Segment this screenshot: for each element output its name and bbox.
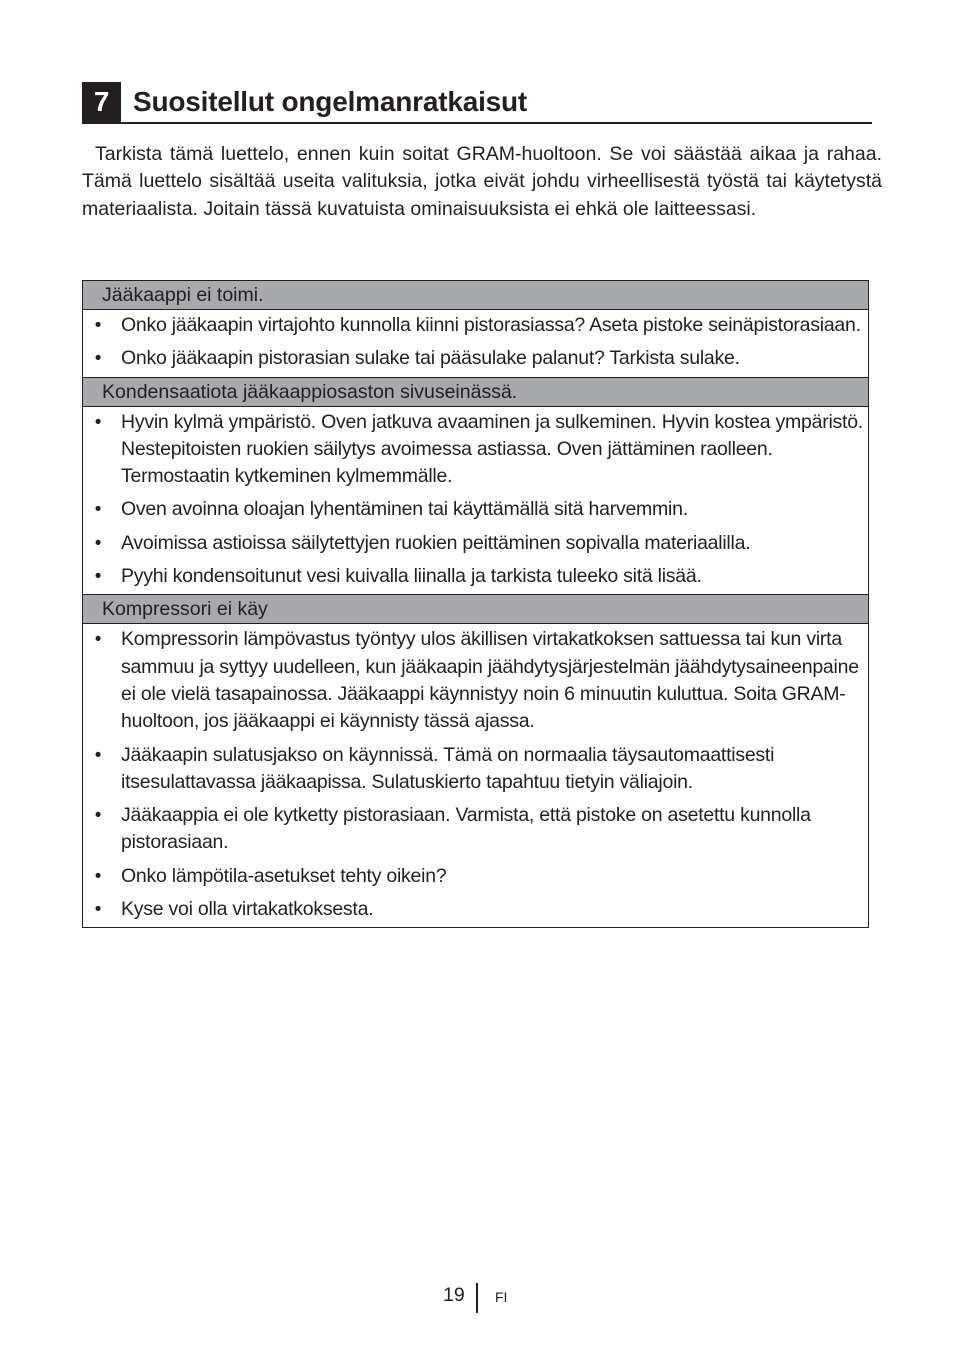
bullet-icon: • (94, 744, 102, 766)
item-text: Avoimissa astioissa säilytettyjen ruokien peittäminen sopivalla materiaalilla. (121, 531, 751, 554)
intro-paragraph: Tarkista tämä luettelo, ennen kuin soitat GRAM-huoltoon. Se voi säästää aikaa ja rahaa. Tämä luettelo sisältää useita valituksia, jotka eivät johdu virheellisestä työstä tai käytetystä materiaalista. Joitain tässä kuvatuista ominaisuuksista ei ehkä ole laitteessasi. (82, 143, 882, 220)
bullet-icon: • (94, 566, 102, 588)
bullet-icon: • (94, 532, 102, 554)
item-text: Jääkaappia ei ole kytketty pistorasiaan. Varmista, että pistoke on asetettu kunnolla pistorasiaan. (121, 804, 811, 854)
list-item (83, 740, 868, 801)
item-text: Onko jääkaapin pistorasian sulake tai pääsulake palanut? Tarkista sulake. (121, 347, 740, 370)
item-text: Pyyhi kondensoitunut vesi kuivalla liinalla ja tarkista tuleeko sitä lisää. (121, 565, 702, 588)
language-code: FI (495, 1289, 508, 1305)
item-text: Onko lämpötila-asetukset tehty oikein? (121, 864, 447, 887)
item-list (83, 407, 868, 596)
item-text: Onko jääkaapin virtajohto kunnolla kiinni pistorasiassa? Aseta pistoke seinäpistorasiaan. (121, 314, 861, 336)
item-list (83, 310, 868, 378)
list-item (83, 494, 868, 527)
section-header: Jääkaappi ei toimi. (83, 281, 868, 310)
item-text: Kyse voi olla virtakatkoksesta. (121, 898, 374, 921)
bullet-icon: • (94, 348, 102, 370)
section-header: Kondensaatiota jääkaappiosaston sivuseinässä. (83, 378, 868, 407)
item-text: Kompressorin lämpövastus työntyy ulos äkillisen virtakatkoksen sattuessa tai kun virta sammuu ja syttyy uudelleen, kun jääkaapin jäähdytysjärjestelmän jäähdytysaineenpaine ei ole vielä tasapainossa. Jääkaappi käynnistyy noin 6 minuutin kuluttua. Soita GRAM-huoltoon, jos jääkaappi ei käynnisty tässä ajassa. (121, 628, 859, 733)
list-item (83, 894, 868, 927)
item-text: Hyvin kylmä ympäristö. Oven jatkuva avaaminen ja sulkeminen. Hyvin kostea ympäristö. Nestepitoisten ruokien säilytys avoimessa astiassa. Oven jättäminen raolleen. Termostaatin kytkeminen kylmemmälle. (121, 410, 863, 488)
list-item (83, 800, 868, 861)
footer-divider (476, 1283, 478, 1313)
list-item (83, 343, 868, 376)
list-item (83, 861, 868, 894)
item-text: Oven avoinna oloajan lyhentäminen tai käyttämällä sitä harvemmin. (121, 498, 688, 521)
troubleshooting-table (82, 280, 869, 928)
bullet-icon: • (94, 629, 102, 651)
table-section (83, 595, 868, 927)
bullet-icon: • (94, 315, 102, 336)
page-footer (0, 1279, 954, 1315)
list-item (83, 561, 868, 594)
table-section (83, 378, 868, 596)
bullet-icon: • (94, 899, 102, 921)
list-item (83, 528, 868, 561)
bullet-icon: • (94, 865, 102, 887)
page-number: 19 (443, 1284, 465, 1306)
list-item (83, 624, 868, 739)
bullet-icon: • (94, 499, 102, 521)
page-title: Suositellut ongelmanratkaisut (133, 86, 528, 117)
list-item (83, 407, 868, 495)
item-text: Jääkaapin sulatusjakso on käynnissä. Tämä on normaalia täysautomaattisesti itsesulattavassa jääkaapissa. Sulatuskierto tapahtuu tietyin väliajoin. (121, 743, 775, 793)
section-header: Kompressori ei käy (83, 595, 868, 624)
table-section (83, 281, 868, 378)
list-item (83, 310, 868, 343)
bullet-icon: • (94, 411, 102, 433)
section-heading (82, 82, 872, 124)
section-number-badge: 7 (82, 82, 121, 122)
bullet-icon: • (94, 805, 102, 827)
item-list (83, 624, 868, 927)
